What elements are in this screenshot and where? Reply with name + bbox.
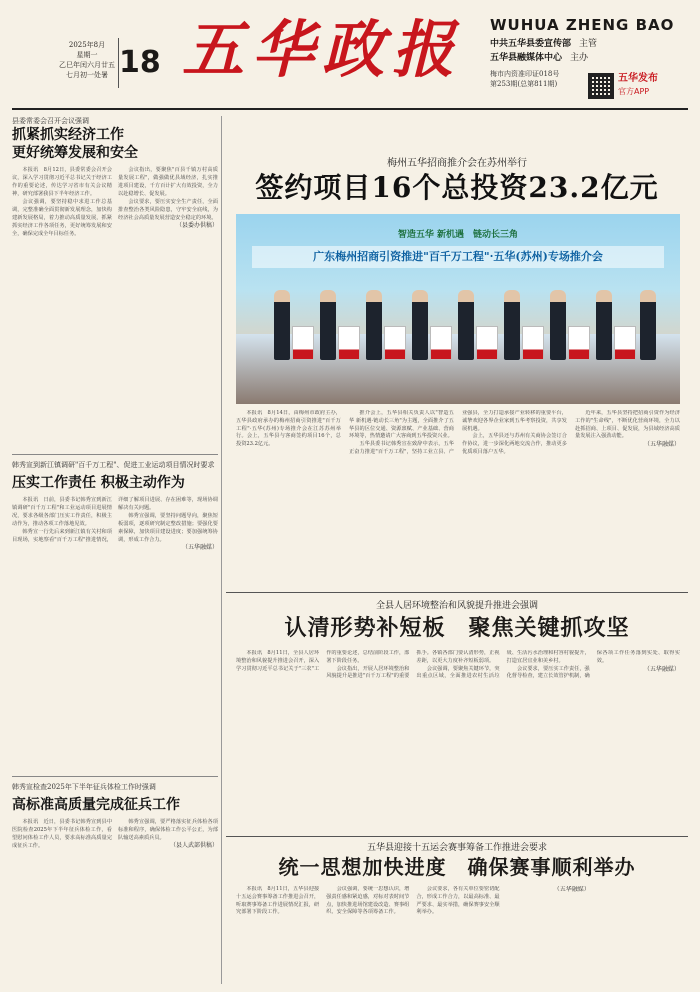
app-subtitle: 官方APP [618,87,650,96]
event-photo [236,214,680,404]
org-line-2 [490,52,688,65]
org-line-1 [490,38,688,51]
mid-paragraph: 本报讯 8月11日，全县人居环境整治和风貌提升推进会召开，深入学习贯彻习近平总书记关于"三农"工作的重要论述，总结前阶段工作，部署下阶段任务。 [236,650,410,672]
story3-paragraph: 本报讯 近日，县委书记韩秀宣到县中医院检查2025年下半年征兵体检工作，看望慰问体检工作人员，要求高标准高质量完成征兵工作。 [12,819,112,849]
app-logo[interactable] [618,72,688,100]
print-license: 梅市内资准印证018号 [490,70,560,78]
story2-paragraph: 韩秀宣一行先后来到新江镇有关村和项目现场，实地察看"百千万工程"推进情况，详细了解项目进展、存在困难等，现场协调解决有关问题。 [12,497,218,543]
story2-body [12,496,218,766]
photo-person [458,290,474,360]
photo-podium [614,326,636,360]
date-text [58,40,116,80]
bot-paragraph: 本报讯 8月11日，五华县迎接十五运会赛事筹备工作推进会召开，听取赛事筹备工作进展情况汇报，研究部署下阶段工作。 [236,886,320,916]
photo-person [640,290,656,360]
lead-paragraph: 会上，五华县还与苏州有关商协会签订合作协议，进一步深化两地交流合作，推动更多优质项目落户五华。 [462,433,567,455]
title-pinyin: WUHUA ZHENG BAO [490,16,675,34]
mid-body [236,650,680,838]
story1-paragraph: 会议要求，要压实安全生产责任，全面排查整治各类风险隐患，守牢安全底线，为经济社会高质量发展营造安全稳定的环境。 [118,199,218,221]
photo-podium [384,326,406,360]
story3-paragraph: 韩秀宣强调，要严格落实征兵体检各项标准和程序，确保体检工作公平公正，为部队输送高素质兵员。 [118,819,218,841]
mid-headline: 认清形势补短板 聚焦关键抓攻坚 [284,615,630,641]
story1-paragraph: 本报讯 8月12日，县委常委会召开会议，深入学习贯彻习近平总书记关于经济工作的重要论述，传达学习省市有关会议精神，研究部署我县下半年经济工作。 [12,167,112,197]
newspaper-title: 五华政报 [182,13,463,86]
newspaper-page [12,8,688,984]
issue-number: 第253期(总第811期) [490,80,558,88]
bot-paragraph: 会议强调，要统一思想认识，增强责任感和紧迫感，对标对表时间节点，加快推进场馆建设改造、赛事组织、安全保障等各项筹备工作。 [326,886,410,916]
app-name: 五华发布 [618,73,658,84]
story3-body [12,818,218,978]
masthead [12,8,688,104]
org-role-1: 主管 [579,39,598,49]
photo-podium [430,326,452,360]
lead-story [226,116,688,534]
photo-person [366,290,382,360]
section-rule-1 [226,592,688,593]
photo-podium [292,326,314,360]
story-county-committee [12,116,218,450]
photo-person [504,290,520,360]
story1-kicker: 县委常委会召开会议强调 [12,117,89,125]
story3-kicker: 韩秀宣检查2025年下半年征兵体检工作时强调 [12,783,156,791]
org-name-2: 五华县融媒体中心 [490,53,563,63]
bot-byline: （五华融媒） [553,886,590,893]
bot-body [236,886,680,982]
lead-body [236,410,680,532]
mid-paragraph: 会议强调，要聚焦关键环节，突出重点区域，全面推进农村生活垃圾、生活污水治理和村容村貌提升，打造宜居宜业和美乡村。 [416,650,590,680]
mid-byline: （五华融媒） [643,665,680,673]
date-weekday: 星期一 [76,51,98,59]
story3-headline: 高标准高质量完成征兵工作 [12,797,180,813]
lead-byline: （五华融媒） [643,441,680,449]
page-number: 18 [118,38,156,88]
lead-paragraph: 本报讯 8月14日，由梅州市政府主办，五华县政府承办的梅州招商引资推进"百千万工程"·五华(苏州)专场推介会在江苏苏州举行。会上，五华县与客商签约项目16个，总投资23.2亿元。 [236,410,341,448]
story-conscription [12,782,218,984]
photo-podium [476,326,498,360]
photo-podium [568,326,590,360]
photo-banner-slogan: 智造五华 新机遇 链动长三角 [397,230,519,240]
story2-paragraph: 韩秀宣强调，要坚持问题导向，聚焦短板弱项，逐项研究制定整改措施；要强化要素保障，加快项目建设进度；要加强统筹协调，形成工作合力。 [118,513,218,543]
date-lunar: 乙巳年闰六月廿五 [59,61,115,69]
story2-headline: 压实工作责任 积极主动作为 [12,475,185,491]
story1-paragraph: 会议指出，要聚焦"百县千镇万村高质量发展工程"，做强做优县域经济，扎实推进项目建设，千方百计扩大有效投资，全力以赴稳增长、促发展。 [118,167,218,197]
date-box [58,38,161,104]
story1-headline-line2: 更好统筹发展和安全 [12,145,138,161]
photo-person [274,290,290,360]
photo-podium [338,326,360,360]
lead-paragraph: 推介会上，五华县相关负责人以"智造五华 新机遇·链动长三角"为主题，全面推介了五华县的区位交通、资源禀赋、产业基础、营商环境等，热情邀请广大客商到五华投资兴业。 [349,410,454,440]
photo-person [320,290,336,360]
qr-code-icon[interactable] [588,73,614,99]
story3-byline: （县人武部供稿） [169,842,218,849]
photo-banner-title: 广东梅州招商引资推进"百千万工程"·五华(苏州)专场推介会 [252,246,664,268]
story2-paragraph: 本报讯 日前，县委书记韩秀宣到新江镇调研"百千万工程"和工业运动项目进展情况，要求各级各部门压实工作责任，积极主动作为，推动各项工作落地见效。 [12,497,112,527]
story1-body [12,166,218,438]
photo-person [596,290,612,360]
photo-person [550,290,566,360]
org-role-2: 主办 [570,53,589,63]
left-column [12,116,218,984]
story1-byline: （县委办供稿） [175,222,218,229]
mid-kicker: 全县人居环境整治和风貌提升推进会强调 [375,601,538,611]
left-divider-2 [12,776,218,777]
section-rule-2 [226,836,688,837]
date-year-month: 2025年8月 [68,41,106,49]
story2-byline: （五华融媒） [181,544,218,551]
photo-podium [522,326,544,360]
date-solar-term: 七月初一处暑 [66,71,108,79]
story1-headline-line1: 抓紧抓实经济工作 [12,127,124,143]
org-name-1: 中共五华县委宣传部 [490,39,572,49]
masthead-rule [12,108,688,110]
bot-kicker: 五华县迎接十五运会赛事筹备工作推进会要求 [366,843,547,853]
lead-paragraph: 近年来，五华县坚持把招商引资作为经济工作的"生命线"，不断优化营商环境，全力以赴抓招商、上项目、促发展，为县域经济高质量发展注入强劲动能。 [575,410,680,440]
story-living-environment [226,598,688,838]
lead-kicker: 梅州五华招商推介会在苏州举行 [387,158,527,169]
mid-paragraph: 会议指出，开展人居环境整治和风貌提升是推进"百千万工程"的重要抓手。各镇各部门要认清形势，正视差距，以更大力度补齐短板弱项。 [326,650,500,680]
story2-kicker: 韩秀宣到新江镇调研"百千万工程"、促进工业运动项目情况时要求 [12,461,215,469]
lead-headline: 签约项目16个总投资23.2亿元 [255,171,659,204]
bot-paragraph: 会议要求，各有关单位要密切配合，形成工作合力，以最高标准、最严要求、最实举措，确保赛事安全顺利举办。 [416,886,500,916]
story-games-preparation [226,838,688,984]
masthead-info [490,16,688,106]
lead-paragraph: 五华县委书记韩秀宣在致辞中表示，五华正奋力推进"百千万工程"，坚持工业立县、产业强县，全力打造承接产业转移的重要平台，诚挚欢迎各界企业家到五华考察投资，共享发展机遇。 [349,410,567,455]
photo-person [412,290,428,360]
bot-headline: 统一思想加快进度 确保赛事顺利举办 [278,855,636,879]
left-divider-1 [12,454,218,455]
column-rule [221,116,222,984]
story-xinjiang-town [12,460,218,772]
story1-paragraph: 会议强调，要坚持稳中求进工作总基调，完整准确全面贯彻新发展理念，加快构建新发展格局，着力推动高质量发展，抓紧抓实经济工作各项任务，更好统筹发展和安全，确保完成全年目标任务。 [12,199,112,237]
mid-paragraph: 会议要求，要压实工作责任，强化督导检查，建立长效管护机制，确保各项工作任务落到实处、取得实效。 [506,650,680,680]
